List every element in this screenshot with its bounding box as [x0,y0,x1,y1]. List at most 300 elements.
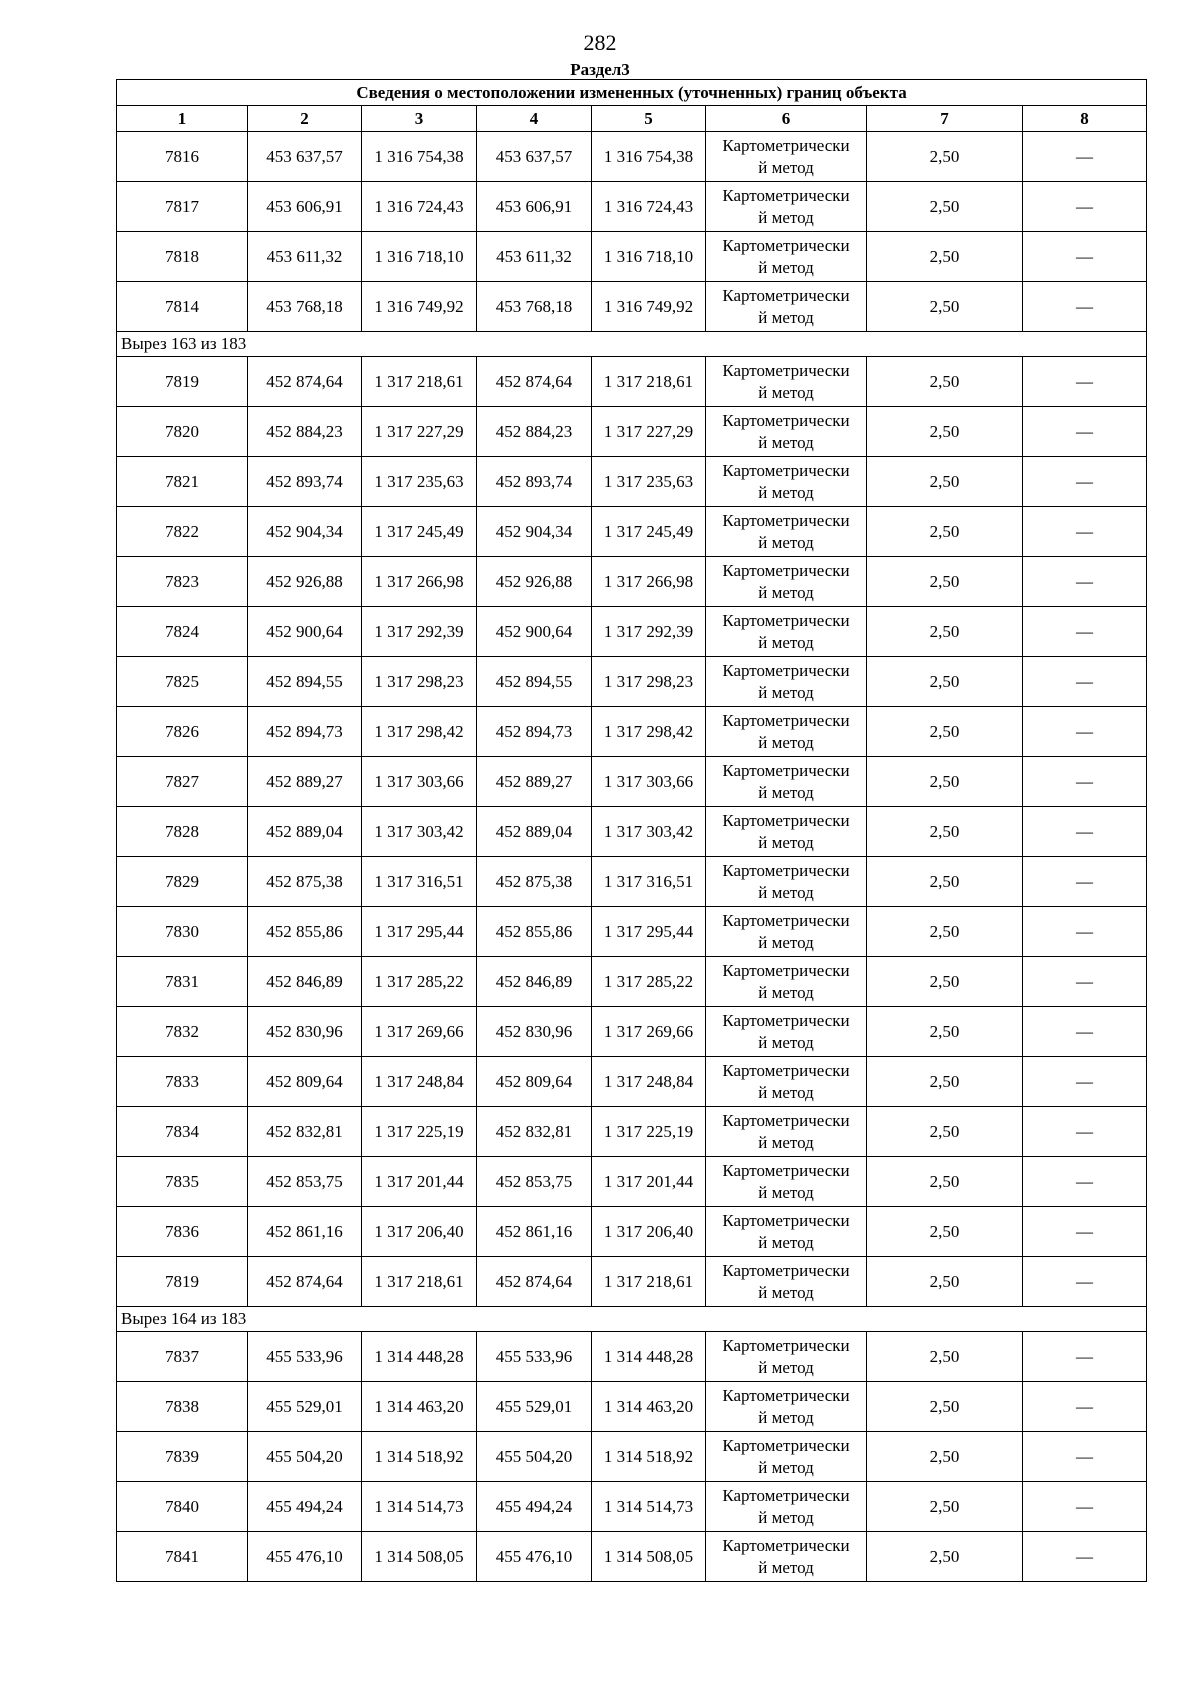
y-new-cell: 1 314 448,28 [592,1332,706,1382]
table-row [117,1332,1147,1382]
method-line: Картометрически [722,610,850,630]
note-cell: — [1023,907,1147,957]
y-new-cell: 1 317 298,42 [592,707,706,757]
y-old-cell: 1 314 514,73 [362,1482,477,1532]
accuracy-cell: 2,50 [867,857,1023,907]
method-line: й метод [758,932,814,952]
y-new-cell: 1 316 754,38 [592,132,706,182]
y-new-cell: 1 317 218,61 [592,1257,706,1307]
y-new-cell: 1 317 316,51 [592,857,706,907]
method-line: Картометрически [722,660,850,680]
x-old-cell: 452 904,34 [248,507,362,557]
method-line: Картометрически [722,1260,850,1280]
column-header: 7 [867,106,1023,132]
point-number-cell: 7839 [117,1432,248,1482]
method-line: Картометрически [722,710,850,730]
x-old-cell: 452 853,75 [248,1157,362,1207]
table-row [117,507,1147,557]
note-cell: — [1023,757,1147,807]
cutout-label: Вырез 164 из 183 [117,1307,1147,1332]
note-cell: — [1023,557,1147,607]
accuracy-cell: 2,50 [867,1007,1023,1057]
accuracy-cell: 2,50 [867,282,1023,332]
y-new-cell: 1 317 303,66 [592,757,706,807]
x-new-cell: 452 861,16 [477,1207,592,1257]
x-new-cell: 452 894,73 [477,707,592,757]
method-line: й метод [758,257,814,277]
y-new-cell: 1 314 518,92 [592,1432,706,1482]
method-line: й метод [758,582,814,602]
x-old-cell: 452 884,23 [248,407,362,457]
table-row [117,1207,1147,1257]
note-cell: — [1023,132,1147,182]
x-new-cell: 452 894,55 [477,657,592,707]
method-cell [706,607,867,657]
x-new-cell: 455 533,96 [477,1332,592,1382]
table-title: Сведения о местоположении измененных (уточненных) границ объекта [117,80,1147,106]
method-line: Картометрически [722,185,850,205]
method-cell [706,1257,867,1307]
note-cell: — [1023,857,1147,907]
method-line: Картометрически [722,1385,850,1405]
accuracy-cell: 2,50 [867,1382,1023,1432]
note-cell: — [1023,607,1147,657]
column-header: 3 [362,106,477,132]
method-line: Картометрически [722,235,850,255]
method-line: й метод [758,482,814,502]
table-row [117,1107,1147,1157]
y-new-cell: 1 317 235,63 [592,457,706,507]
y-old-cell: 1 317 206,40 [362,1207,477,1257]
x-old-cell: 455 504,20 [248,1432,362,1482]
x-old-cell: 452 861,16 [248,1207,362,1257]
method-line: й метод [758,1507,814,1527]
method-line: й метод [758,682,814,702]
page-number: 282 [583,30,617,55]
table-row [117,282,1147,332]
y-old-cell: 1 317 316,51 [362,857,477,907]
x-old-cell: 453 768,18 [248,282,362,332]
note-cell: — [1023,232,1147,282]
accuracy-cell: 2,50 [867,1257,1023,1307]
method-line: Картометрически [722,1435,850,1455]
table-row [117,657,1147,707]
x-new-cell: 452 875,38 [477,857,592,907]
point-number-cell: 7819 [117,1257,248,1307]
method-cell [706,1207,867,1257]
method-line: Картометрически [722,910,850,930]
y-new-cell: 1 317 303,42 [592,807,706,857]
y-old-cell: 1 314 448,28 [362,1332,477,1382]
x-new-cell: 452 874,64 [477,1257,592,1307]
y-old-cell: 1 317 201,44 [362,1157,477,1207]
x-new-cell: 452 846,89 [477,957,592,1007]
point-number-cell: 7834 [117,1107,248,1157]
y-old-cell: 1 317 292,39 [362,607,477,657]
y-old-cell: 1 317 303,42 [362,807,477,857]
accuracy-cell: 2,50 [867,957,1023,1007]
y-old-cell: 1 317 245,49 [362,507,477,557]
accuracy-cell: 2,50 [867,132,1023,182]
accuracy-cell: 2,50 [867,457,1023,507]
x-new-cell: 455 476,10 [477,1532,592,1582]
method-line: й метод [758,1457,814,1477]
method-line: й метод [758,207,814,227]
method-line: Картометрически [722,760,850,780]
x-old-cell: 452 926,88 [248,557,362,607]
method-line: й метод [758,1032,814,1052]
method-line: й метод [758,1182,814,1202]
x-new-cell: 455 494,24 [477,1482,592,1532]
y-old-cell: 1 314 463,20 [362,1382,477,1432]
method-cell [706,1532,867,1582]
method-line: Картометрически [722,360,850,380]
method-cell [706,857,867,907]
method-line: Картометрически [722,410,850,430]
accuracy-cell: 2,50 [867,1332,1023,1382]
x-new-cell: 452 874,64 [477,357,592,407]
table-row [117,907,1147,957]
y-new-cell: 1 317 298,23 [592,657,706,707]
table-row [117,407,1147,457]
y-new-cell: 1 317 295,44 [592,907,706,957]
y-new-cell: 1 316 749,92 [592,282,706,332]
table-row [117,232,1147,282]
method-line: Картометрически [722,1335,850,1355]
table-row [117,1432,1147,1482]
table-row [117,1532,1147,1582]
y-old-cell: 1 317 225,19 [362,1107,477,1157]
y-old-cell: 1 317 269,66 [362,1007,477,1057]
x-new-cell: 455 529,01 [477,1382,592,1432]
method-cell [706,757,867,807]
point-number-cell: 7818 [117,232,248,282]
y-new-cell: 1 317 292,39 [592,607,706,657]
y-old-cell: 1 317 218,61 [362,357,477,407]
note-cell: — [1023,707,1147,757]
method-line: Картометрически [722,960,850,980]
point-number-cell: 7836 [117,1207,248,1257]
method-line: Картометрически [722,1010,850,1030]
method-cell [706,1107,867,1157]
method-cell [706,1007,867,1057]
x-new-cell: 452 884,23 [477,407,592,457]
y-old-cell: 1 314 508,05 [362,1532,477,1582]
point-number-cell: 7828 [117,807,248,857]
y-new-cell: 1 317 206,40 [592,1207,706,1257]
point-number-cell: 7822 [117,507,248,557]
method-line: й метод [758,432,814,452]
y-old-cell: 1 317 298,23 [362,657,477,707]
accuracy-cell: 2,50 [867,707,1023,757]
accuracy-cell: 2,50 [867,1207,1023,1257]
method-line: Картометрически [722,135,850,155]
note-cell: — [1023,1107,1147,1157]
accuracy-cell: 2,50 [867,1057,1023,1107]
table-row [117,1057,1147,1107]
note-cell: — [1023,1482,1147,1532]
method-line: й метод [758,307,814,327]
method-line: й метод [758,1082,814,1102]
x-old-cell: 452 900,64 [248,607,362,657]
method-cell [706,807,867,857]
point-number-cell: 7829 [117,857,248,907]
x-old-cell: 452 889,04 [248,807,362,857]
method-line: й метод [758,632,814,652]
note-cell: — [1023,457,1147,507]
x-old-cell: 452 830,96 [248,1007,362,1057]
x-new-cell: 455 504,20 [477,1432,592,1482]
method-line: й метод [758,532,814,552]
note-cell: — [1023,407,1147,457]
x-new-cell: 452 855,86 [477,907,592,957]
column-header: 6 [706,106,867,132]
x-new-cell: 452 904,34 [477,507,592,557]
method-line: Картометрически [722,1110,850,1130]
x-old-cell: 452 855,86 [248,907,362,957]
point-number-cell: 7831 [117,957,248,1007]
point-number-cell: 7830 [117,907,248,957]
note-cell: — [1023,1207,1147,1257]
method-cell [706,507,867,557]
table-row [117,357,1147,407]
point-number-cell: 7816 [117,132,248,182]
note-cell: — [1023,1432,1147,1482]
table-row [117,757,1147,807]
x-old-cell: 452 874,64 [248,357,362,407]
method-line: й метод [758,982,814,1002]
x-new-cell: 452 830,96 [477,1007,592,1057]
x-old-cell: 452 809,64 [248,1057,362,1107]
table-row [117,1482,1147,1532]
method-cell [706,1157,867,1207]
note-cell: — [1023,182,1147,232]
x-new-cell: 452 926,88 [477,557,592,607]
method-line: Картометрически [722,1210,850,1230]
method-cell [706,132,867,182]
point-number-cell: 7823 [117,557,248,607]
accuracy-cell: 2,50 [867,407,1023,457]
method-cell [706,457,867,507]
method-line: й метод [758,1232,814,1252]
method-line: Картометрически [722,285,850,305]
column-header-row [117,106,1147,132]
method-cell [706,657,867,707]
y-new-cell: 1 317 227,29 [592,407,706,457]
x-old-cell: 452 893,74 [248,457,362,507]
y-old-cell: 1 317 285,22 [362,957,477,1007]
method-line: Картометрически [722,1160,850,1180]
method-line: Картометрически [722,1060,850,1080]
method-line: й метод [758,157,814,177]
x-new-cell: 453 768,18 [477,282,592,332]
y-old-cell: 1 317 295,44 [362,907,477,957]
note-cell: — [1023,1057,1147,1107]
point-number-cell: 7825 [117,657,248,707]
point-number-cell: 7841 [117,1532,248,1582]
y-new-cell: 1 317 269,66 [592,1007,706,1057]
note-cell: — [1023,282,1147,332]
cutout-label-row [117,332,1147,357]
method-line: Картометрически [722,810,850,830]
method-cell [706,1332,867,1382]
x-new-cell: 452 853,75 [477,1157,592,1207]
x-old-cell: 453 637,57 [248,132,362,182]
x-old-cell: 455 494,24 [248,1482,362,1532]
method-line: й метод [758,1357,814,1377]
y-new-cell: 1 317 225,19 [592,1107,706,1157]
x-old-cell: 453 611,32 [248,232,362,282]
method-cell [706,407,867,457]
table-row [117,807,1147,857]
method-line: Картометрически [722,460,850,480]
note-cell: — [1023,957,1147,1007]
y-old-cell: 1 317 248,84 [362,1057,477,1107]
method-line: й метод [758,832,814,852]
note-cell: — [1023,1382,1147,1432]
method-line: Картометрически [722,860,850,880]
point-number-cell: 7833 [117,1057,248,1107]
note-cell: — [1023,657,1147,707]
table-row [117,857,1147,907]
y-old-cell: 1 316 718,10 [362,232,477,282]
x-new-cell: 452 889,27 [477,757,592,807]
table-row [117,557,1147,607]
y-new-cell: 1 314 463,20 [592,1382,706,1432]
y-old-cell: 1 317 227,29 [362,407,477,457]
method-line: й метод [758,1282,814,1302]
accuracy-cell: 2,50 [867,357,1023,407]
point-number-cell: 7817 [117,182,248,232]
accuracy-cell: 2,50 [867,1482,1023,1532]
method-cell [706,232,867,282]
accuracy-cell: 2,50 [867,907,1023,957]
note-cell: — [1023,1332,1147,1382]
table-row [117,957,1147,1007]
note-cell: — [1023,507,1147,557]
method-cell [706,357,867,407]
y-old-cell: 1 316 754,38 [362,132,477,182]
note-cell: — [1023,1532,1147,1582]
column-header: 2 [248,106,362,132]
cutout-label: Вырез 163 из 183 [117,332,1147,357]
x-old-cell: 452 894,73 [248,707,362,757]
method-cell [706,1382,867,1432]
x-new-cell: 452 809,64 [477,1057,592,1107]
x-old-cell: 455 533,96 [248,1332,362,1382]
point-number-cell: 7826 [117,707,248,757]
note-cell: — [1023,1257,1147,1307]
x-new-cell: 452 893,74 [477,457,592,507]
y-new-cell: 1 317 245,49 [592,507,706,557]
x-new-cell: 452 900,64 [477,607,592,657]
cutout-label-row [117,1307,1147,1332]
method-line: й метод [758,782,814,802]
method-line: й метод [758,1557,814,1577]
x-new-cell: 452 832,81 [477,1107,592,1157]
method-line: Картометрически [722,560,850,580]
x-old-cell: 455 476,10 [248,1532,362,1582]
y-new-cell: 1 317 285,22 [592,957,706,1007]
method-line: Картометрически [722,1485,850,1505]
method-cell [706,1057,867,1107]
table-row [117,1157,1147,1207]
column-header: 1 [117,106,248,132]
accuracy-cell: 2,50 [867,182,1023,232]
point-number-cell: 7838 [117,1382,248,1432]
x-new-cell: 453 637,57 [477,132,592,182]
note-cell: — [1023,1157,1147,1207]
accuracy-cell: 2,50 [867,1432,1023,1482]
point-number-cell: 7837 [117,1332,248,1382]
y-new-cell: 1 314 514,73 [592,1482,706,1532]
y-new-cell: 1 317 218,61 [592,357,706,407]
y-old-cell: 1 317 218,61 [362,1257,477,1307]
method-cell [706,1432,867,1482]
accuracy-cell: 2,50 [867,1157,1023,1207]
y-new-cell: 1 317 266,98 [592,557,706,607]
method-cell [706,557,867,607]
table-row [117,182,1147,232]
y-old-cell: 1 314 518,92 [362,1432,477,1482]
accuracy-cell: 2,50 [867,607,1023,657]
x-old-cell: 453 606,91 [248,182,362,232]
x-old-cell: 452 874,64 [248,1257,362,1307]
y-new-cell: 1 314 508,05 [592,1532,706,1582]
note-cell: — [1023,357,1147,407]
point-number-cell: 7819 [117,357,248,407]
y-old-cell: 1 317 298,42 [362,707,477,757]
table-body [117,80,1147,1582]
y-old-cell: 1 317 303,66 [362,757,477,807]
y-old-cell: 1 316 724,43 [362,182,477,232]
accuracy-cell: 2,50 [867,1107,1023,1157]
point-number-cell: 7832 [117,1007,248,1057]
column-header: 4 [477,106,592,132]
point-number-cell: 7821 [117,457,248,507]
method-cell [706,1482,867,1532]
method-line: й метод [758,1407,814,1427]
table-row [117,132,1147,182]
method-cell [706,707,867,757]
x-new-cell: 452 889,04 [477,807,592,857]
method-line: й метод [758,1132,814,1152]
method-cell [706,957,867,1007]
method-cell [706,907,867,957]
column-header: 8 [1023,106,1147,132]
table-row [117,457,1147,507]
y-new-cell: 1 317 201,44 [592,1157,706,1207]
y-new-cell: 1 316 718,10 [592,232,706,282]
accuracy-cell: 2,50 [867,232,1023,282]
point-number-cell: 7840 [117,1482,248,1532]
section-title: Раздел3 [570,60,630,79]
table-row [117,1257,1147,1307]
x-new-cell: 453 606,91 [477,182,592,232]
point-number-cell: 7835 [117,1157,248,1207]
method-line: й метод [758,882,814,902]
y-old-cell: 1 317 235,63 [362,457,477,507]
point-number-cell: 7827 [117,757,248,807]
accuracy-cell: 2,50 [867,1532,1023,1582]
point-number-cell: 7820 [117,407,248,457]
x-old-cell: 452 832,81 [248,1107,362,1157]
y-new-cell: 1 316 724,43 [592,182,706,232]
table-row [117,1382,1147,1432]
method-cell [706,182,867,232]
table-title-row [117,80,1147,106]
note-cell: — [1023,807,1147,857]
